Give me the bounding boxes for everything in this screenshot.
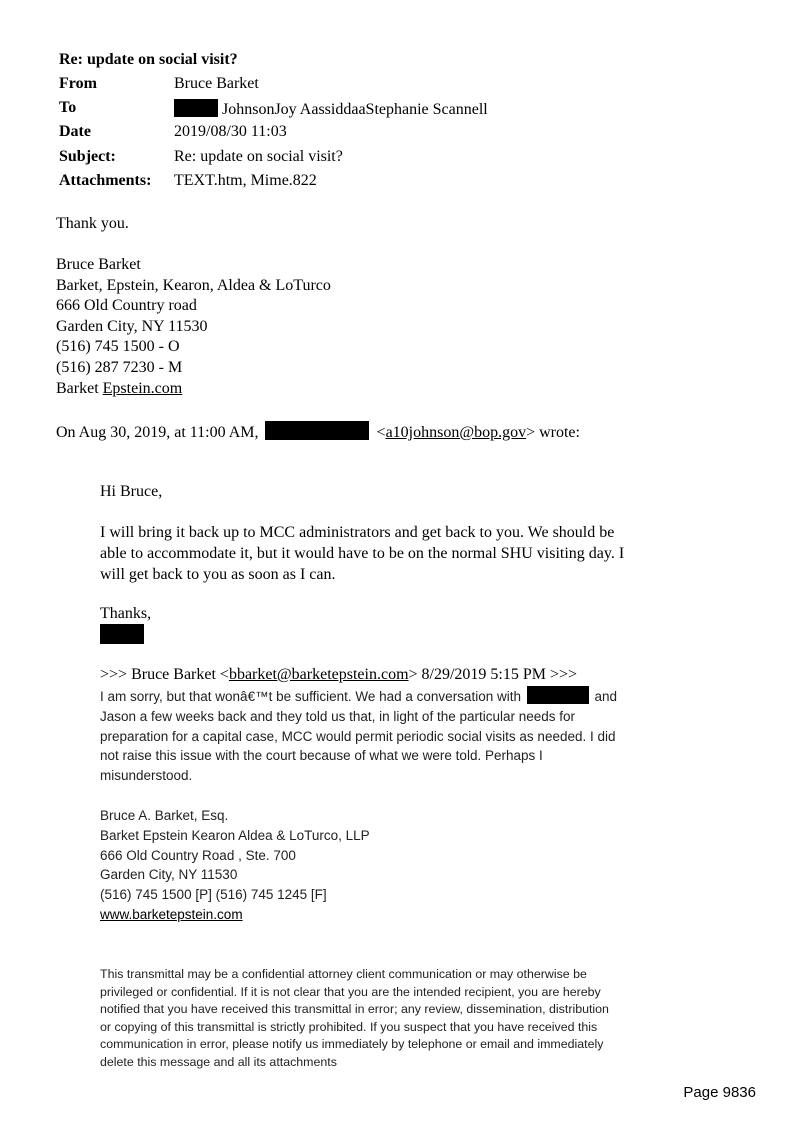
quote-greeting: Hi Bruce, [100, 483, 163, 500]
email-title: Re: update on social visit? [59, 51, 238, 68]
quote-line: I will bring it back up to MCC administrators and get back to you. We should be [100, 524, 615, 541]
signature-line: Barket, Epstein, Kearon, Aldea & LoTurco [56, 276, 331, 294]
signature-line-website: Barket Epstein.com [56, 379, 183, 397]
original-line: misunderstood. [100, 768, 193, 784]
from-value: Bruce Barket [174, 75, 259, 92]
redaction-box [265, 421, 369, 440]
original-line: not raise this issue with the court because of what we were told. Perhaps I [100, 748, 543, 764]
quote-attribution: On Aug 30, 2019, at 11:00 AM, <a10johnson@bop.gov> wrote: [56, 421, 580, 442]
signature-link[interactable]: Epstein.com [102, 379, 183, 397]
original-body [100, 686, 617, 786]
signature-line: (516) 287 7230 - M [56, 358, 183, 376]
to-value [174, 99, 488, 119]
redaction-box [100, 624, 144, 644]
subject-value: Re: update on social visit? [174, 148, 343, 165]
date-value: 2019/08/30 11:03 [174, 123, 287, 140]
signature-line: Garden City, NY 11530 [56, 317, 208, 335]
disclaimer-line: delete this message and all its attachments [100, 1054, 337, 1069]
signature-line: 666 Old Country Road , Ste. 700 [100, 847, 296, 863]
disclaimer-line: privileged or confidential. If it is not clear that you are the intended recipient, you are hereby [100, 984, 601, 999]
quote-body [100, 522, 624, 585]
original-header: >>> Bruce Barket <bbarket@barketepstein.com> 8/29/2019 5:15 PM >>> [100, 666, 578, 683]
attachments-value[interactable]: TEXT.htm, Mime.822 [174, 172, 317, 189]
signature-line: (516) 745 1500 - O [56, 338, 180, 356]
attachments-label: Attachments: [59, 172, 152, 189]
disclaimer-line: communication in error, please notify us immediately by telephone or email and immediately [100, 1037, 604, 1052]
quote-line: able to accommodate it, but it would have to be on the normal SHU visiting day. I [100, 545, 625, 562]
signature-line: (516) 745 1500 [P] (516) 745 1245 [F] [100, 887, 327, 903]
disclaimer-line: or copying of this transmittal is strictly prohibited. If you suspect that you have received this [100, 1019, 598, 1034]
disclaimer-line: notified that you have received this transmittal in error; any review, dissemination, distribution [100, 1002, 609, 1017]
date-label: Date [59, 123, 91, 140]
website-link[interactable]: www.barketepstein.com [100, 906, 243, 922]
quote-closing: Thanks, [100, 605, 152, 622]
original-sender-email[interactable]: bbarket@barketepstein.com [228, 666, 409, 683]
reply-greeting: Thank you. [56, 215, 129, 232]
signature-line: Barket Epstein Kearon Aldea & LoTurco, LLP [100, 827, 370, 843]
disclaimer [100, 966, 609, 1072]
page-number: Page 9836 [683, 1084, 756, 1101]
signature-line: 666 Old Country road [56, 297, 197, 315]
disclaimer-line: This transmittal may be a confidential attorney client communication or may otherwise be [100, 967, 587, 981]
original-line: preparation for a capital case, MCC would permit periodic social visits as needed. I did [100, 728, 616, 744]
to-recipients: JohnsonJoy AassiddaaStephanie Scannell [222, 101, 488, 118]
redaction-box [527, 686, 589, 704]
reply-signature [56, 255, 331, 399]
original-line: I am sorry, but that wonâ€™t be sufficient. We had a conversation with and [100, 686, 617, 707]
signature-line: Bruce A. Barket, Esq. [100, 808, 229, 823]
quote-sender-email[interactable]: a10johnson@bop.gov [385, 424, 527, 441]
quote-line: will get back to you as soon as I can. [100, 566, 336, 583]
from-label: From [59, 75, 97, 92]
original-line: Jason a few weeks back and they told us that, in light of the particular needs for [100, 708, 576, 724]
redaction-box [174, 99, 218, 117]
subject-label: Subject: [59, 148, 116, 165]
signature-line: Bruce Barket [56, 256, 141, 273]
signature-line: Garden City, NY 11530 [100, 867, 238, 883]
original-signature [100, 806, 370, 925]
to-label: To [59, 99, 77, 116]
